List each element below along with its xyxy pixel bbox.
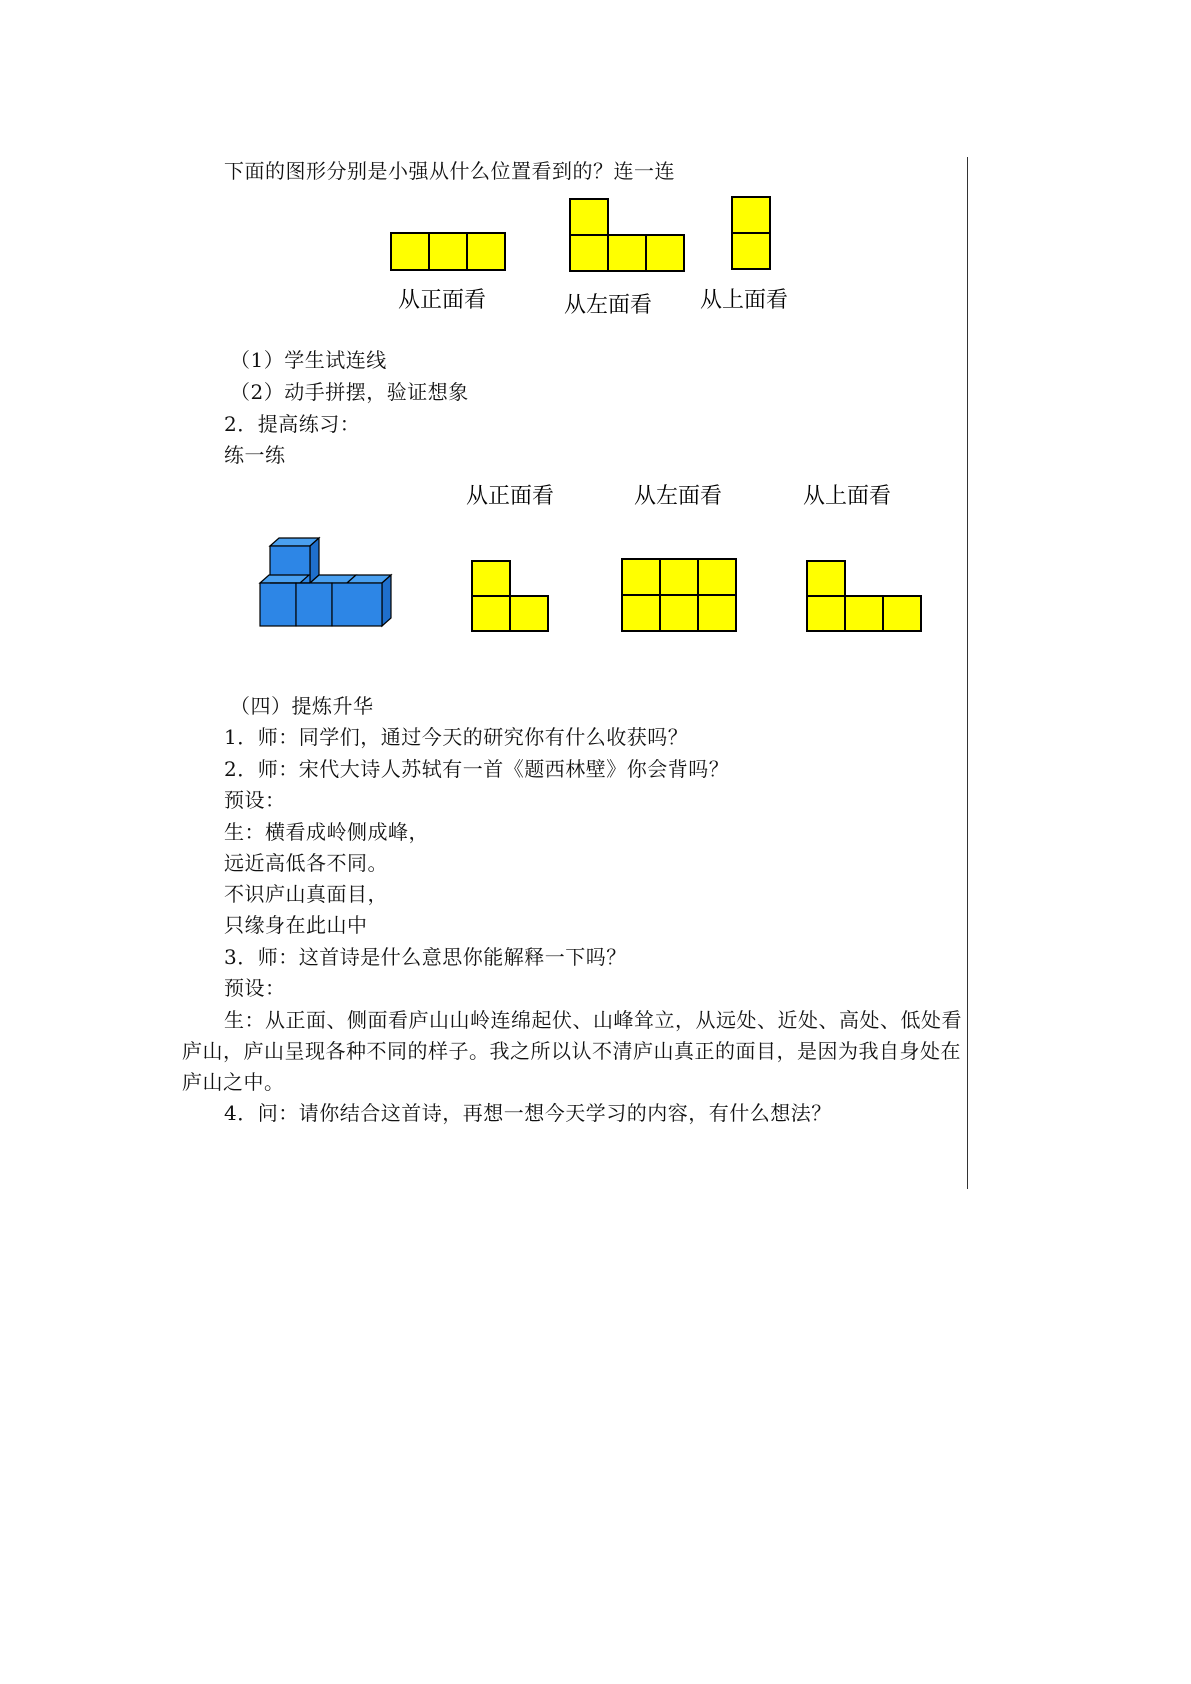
section4-heading: （四）提炼升华 (230, 694, 374, 718)
question-3: 3．师：这首诗是什么意思你能解释一下吗？ (224, 945, 627, 969)
poem-line-2: 远近高低各不同。 (224, 851, 388, 875)
practice-title: 练一练 (224, 443, 286, 467)
answer-paragraph: 生：从正面、侧面看庐山山岭连绵起伏、山峰耸立，从远处、近处、高处、低处看庐山，庐山呈现各种不同的样子。我之所以认不清庐山真正的面目，是因为我自身处在庐山之中。 (182, 1008, 962, 1094)
preset-label-1: 预设： (224, 788, 286, 812)
poem-line-4: 只缘身在此山中 (224, 913, 368, 937)
view-label-left-1: 从左面看 (564, 293, 653, 318)
question-1: 1．师：同学们，通过今天的研究你有什么收获吗？ (224, 725, 689, 749)
view-label-front-2: 从正面看 (466, 484, 555, 509)
view-label-top-2: 从上面看 (803, 484, 892, 509)
front-view-figure-2 (471, 560, 551, 634)
poem-line-3: 不识庐山真面目， (224, 882, 388, 906)
heading-practice: 2．提高练习： (224, 412, 361, 436)
question-text: 下面的图形分别是小强从什么位置看到的？连一连 (224, 159, 675, 183)
question-4: 4．问：请你结合这首诗，再想一想今天学习的内容，有什么想法？ (224, 1101, 832, 1125)
front-view-figure (390, 232, 510, 272)
preset-label-2: 预设： (224, 976, 286, 1000)
view-label-top-1: 从上面看 (700, 288, 789, 313)
step1-text: （1）学生试连线 (230, 348, 387, 372)
left-view-figure (569, 198, 691, 273)
cube-assembly-figure (256, 530, 394, 632)
poem-line-1: 生：横看成岭侧成峰， (224, 820, 429, 844)
left-view-figure-2 (621, 558, 741, 634)
top-view-figure-2 (806, 560, 926, 634)
table-border-line (967, 157, 968, 1189)
step2-text: （2）动手拼摆，验证想象 (230, 380, 469, 404)
view-label-left-2: 从左面看 (634, 484, 723, 509)
view-label-front-1: 从正面看 (398, 288, 487, 313)
top-view-figure (731, 196, 773, 272)
question-2: 2．师：宋代大诗人苏轼有一首《题西林壁》你会背吗？ (224, 757, 730, 781)
